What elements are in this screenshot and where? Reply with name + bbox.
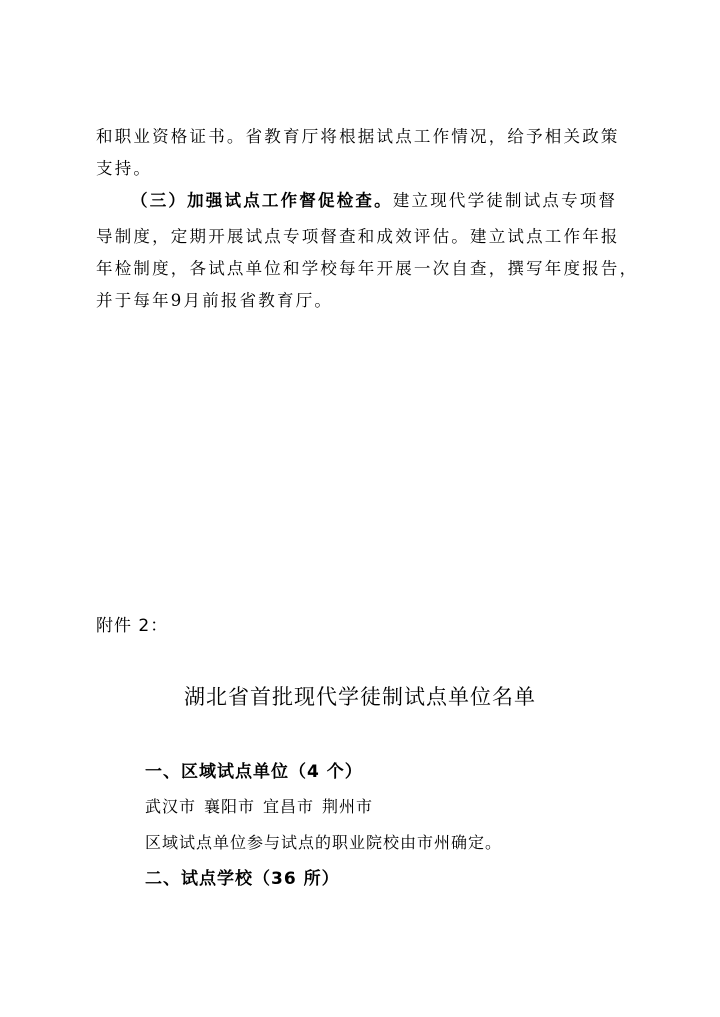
paragraph-line: 年检制度，各试点单位和学校每年开展一次自查，撰写年度报告，	[96, 259, 639, 278]
city-item: 宜昌市	[263, 797, 315, 816]
paragraph-line: 和职业资格证书。省教育厅将根据试点工作情况，给予相关政策	[96, 127, 620, 146]
section-heading: 二、试点学校（36 所）	[145, 869, 340, 889]
section-heading-inline: （三）加强试点工作督促检查。	[131, 191, 393, 210]
paragraph-line: 并于每年9月前报省教育厅。	[96, 291, 334, 310]
city-list	[145, 796, 381, 818]
city-item: 荆州市	[322, 797, 374, 816]
city-item: 襄阳市	[204, 797, 256, 816]
list-title: 湖北省首批现代学徒制试点单位名单	[184, 685, 536, 709]
paragraph-text: 建立现代学徒制试点专项督	[392, 191, 618, 210]
city-item: 武汉市	[145, 797, 197, 816]
paragraph-line	[131, 190, 617, 212]
attachment-label: 附件 2：	[96, 616, 169, 636]
section-heading: 一、区域试点单位（4 个）	[145, 762, 363, 782]
section-note: 区域试点单位参与试点的职业院校由市州确定。	[145, 833, 503, 852]
paragraph-line: 支持。	[96, 159, 153, 178]
paragraph-line: 导制度，定期开展试点专项督查和成效评估。建立试点工作年报	[96, 227, 620, 246]
